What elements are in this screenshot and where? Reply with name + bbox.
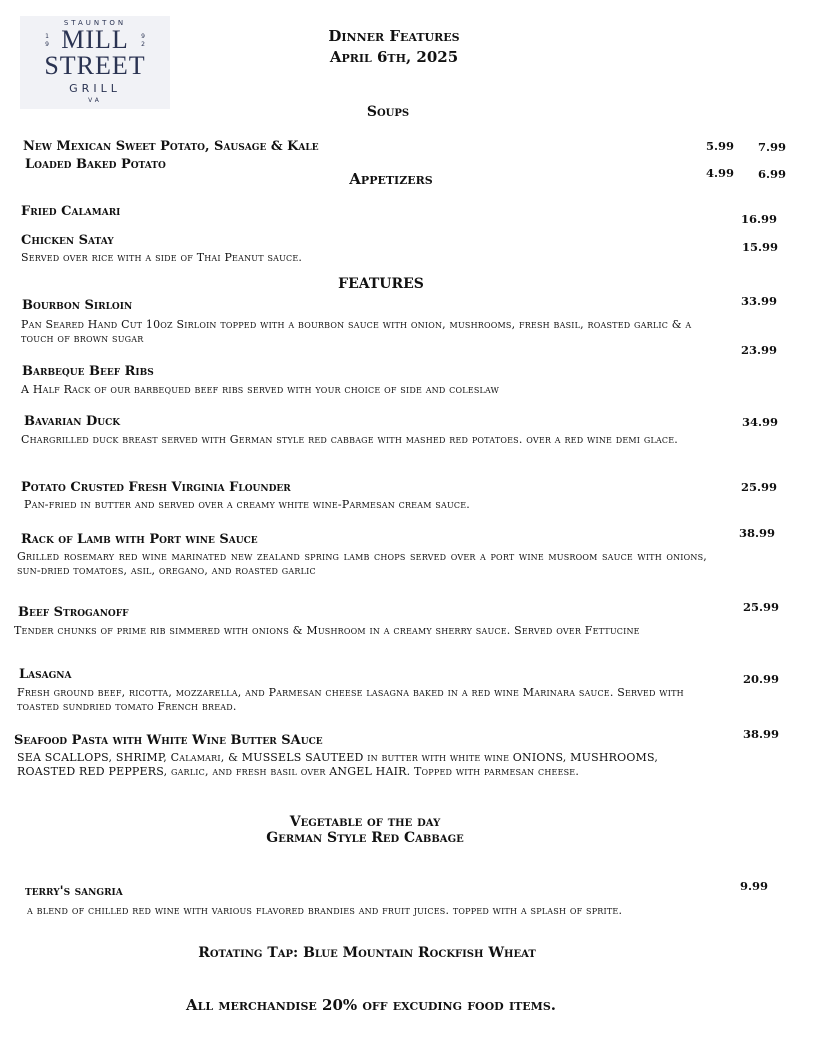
feature-3-name: Bavarian Duck <box>24 414 121 429</box>
feature-1-name: Bourbon Sirloin <box>22 298 133 313</box>
appetizer-2-price: 15.99 <box>742 240 779 254</box>
logo-year-right: 9 2 <box>141 33 145 48</box>
feature-8-name: Seafood Pasta with White Wine Butter SAuce <box>14 733 323 748</box>
feature-5-desc: Grilled rosemary red wine marinated new zealand spring lamb chops served over a port wine musroom sauce with onions, sun-dried tomatoes, asil, oregano, and roasted garlic <box>17 550 707 577</box>
section-appetizers: Appetizers <box>349 170 433 188</box>
page-title: Dinner Features <box>328 27 460 45</box>
feature-2-name: Barbeque Beef Ribs <box>22 364 154 379</box>
feature-2-price: 23.99 <box>741 343 778 357</box>
rotating-tap: Rotating Tap: Blue Mountain Rockfish Wheat <box>198 945 536 961</box>
feature-7-name: Lasagna <box>19 667 72 682</box>
soup-1-price-cup: 5.99 <box>706 139 735 153</box>
drink-name: terry's sangria <box>25 884 123 899</box>
logo-year-left: 1 9 <box>45 33 49 48</box>
section-soups: Soups <box>366 104 410 120</box>
drink-desc: a blend of chilled red wine with various flavored brandies and fruit juices. topped with a splash of sprite. <box>27 904 623 917</box>
feature-8-desc: SEA SCALLOPS, SHRIMP, Calamari, & MUSSELS SAUTEED in butter with white wine ONIONS, MUSHROOMS, ROASTED RED PEPPERS, garlic, and fresh basil over ANGEL HAIR. Topped with parmesan cheese. <box>17 751 659 778</box>
appetizer-1-name: Fried Calamari <box>21 204 121 219</box>
soup-2-price-cup: 4.99 <box>706 166 735 180</box>
feature-4-name: Potato Crusted Fresh Virginia Flounder <box>21 480 291 495</box>
logo-top-text: STAUNTON <box>63 19 127 27</box>
drink-price: 9.99 <box>740 879 769 893</box>
feature-5-name: Rack of Lamb with Port wine Sauce <box>21 532 258 547</box>
feature-7-price: 20.99 <box>743 672 780 686</box>
feature-3-price: 34.99 <box>742 415 779 429</box>
feature-7-desc: Fresh ground beef, ricotta, mozzarella, and Parmesan cheese lasagna baked in a red wine Marinara sauce. Served with toasted sundried tomato French bread. <box>17 686 684 713</box>
feature-3-desc: Chargrilled duck breast served with German style red cabbage with mashed red potatoes. over a red wine demi glace. <box>21 433 678 446</box>
soup-2-price-bowl: 6.99 <box>758 167 787 181</box>
logo-line2: STREET <box>44 51 146 80</box>
logo-line1: MILL <box>61 25 129 54</box>
feature-4-price: 25.99 <box>741 480 778 494</box>
feature-6-name: Beef Stroganoff <box>18 605 129 620</box>
merchandise-note: All merchandise 20% off excuding food items. <box>186 996 556 1014</box>
feature-4-desc: Pan-fried in butter and served over a creamy white wine-Parmesan cream sauce. <box>24 498 470 511</box>
page-date: April 6th, 2025 <box>329 48 459 66</box>
section-features: FEATURES <box>338 276 424 292</box>
feature-1-price: 33.99 <box>741 294 778 308</box>
feature-8-price: 38.99 <box>743 727 780 741</box>
appetizer-2-desc: Served over rice with a side of Thai Peanut sauce. <box>21 251 303 264</box>
feature-6-price: 25.99 <box>743 600 780 614</box>
vegetable-item: German Style Red Cabbage <box>266 830 464 846</box>
feature-2-desc: A Half Rack of our barbequed beef ribs served with your choice of side and coleslaw <box>21 383 500 396</box>
feature-5-price: 38.99 <box>739 526 776 540</box>
logo-bottom-text: VA <box>88 97 102 104</box>
soup-1-price-bowl: 7.99 <box>758 140 787 154</box>
soup-2-name: Loaded Baked Potato <box>25 157 166 172</box>
appetizer-2-name: Chicken Satay <box>21 233 114 248</box>
logo-line3: GRILL <box>69 82 121 95</box>
feature-6-desc: Tender chunks of prime rib simmered with onions & Mushroom in a creamy sherry sauce. Served over Fettucine <box>14 624 640 637</box>
appetizer-1-price: 16.99 <box>741 212 778 226</box>
soup-1-name: New Mexican Sweet Potato, Sausage & Kale <box>23 139 319 154</box>
feature-1-desc: Pan Seared Hand Cut 10oz Sirloin topped with a bourbon sauce with onion, mushrooms, fresh basil, roasted garlic & a touch of brown sugar <box>21 318 692 345</box>
vegetable-title: Vegetable of the day <box>289 814 441 830</box>
